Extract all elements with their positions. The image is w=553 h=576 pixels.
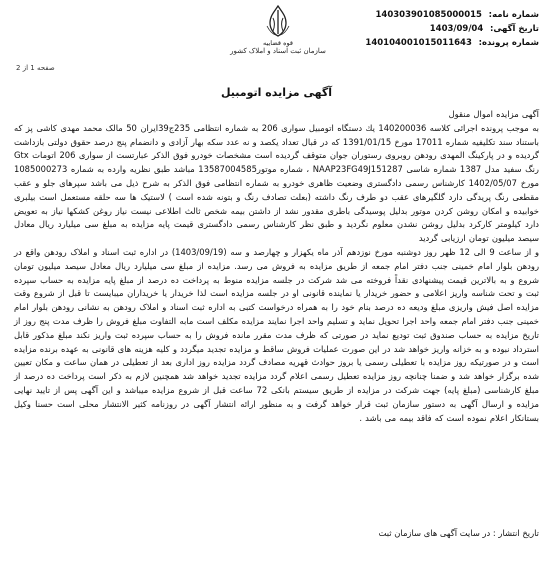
case-number-label: شماره پرونده: xyxy=(478,38,539,48)
letter-number-row xyxy=(365,8,539,22)
letter-number-label: شماره نامه: xyxy=(488,10,539,20)
notice-paragraph: به موجب پرونده اجرائی کلاسه 140200036 یك دستگاه اتومبیل سواری 206 به شماره انتظامی 235ج39ایران 50 مالک محمد مهدی کاشی پز که باستناد سند تکلیفیه شماره 17011 مورخ 1391/01/15 که در قبال تعداد یکصد و نه عدد سکه بهار آزادی و دانضمام پنج درصد حقوق دولتی بازداشت گردیده و در پارکینگ المهدی رودهن روبروی رستوران جوان متوقف گردیده است مشخصات خودرو فوق الذکر عبارتست از سواری 206 اتومات Gtx رنگ سفید مدل 1387 شماره شاسی NAAP23FG49J151287 ، شماره موتور13587004585 مباشد طبق نظریه وارده به شماره 1085000273 مورخ 1402/05/07 کارشناس رسمی دادگستری وضعیت ظاهری خودرو به شماره انتظامی فوق الذکر به شرح ذیل می باشد سپرهای جلو و عقب مقطعی رنگ پریدگی دارد گلگیرهای عقب دو طرف رنگ داشته (بعلت تصادف رنگ و بتونه شده است ) لاستیک ها سه حلقه مستعمل است بیلبری خوابیده و امکان روشن کردن موتور بدلیل پوسیدگی باطری مقدور نشد از داشتن بیمه شخص ثالث اطلاعی نیست نیاز روغن کشکها نیاز به تعویض دارد کیلومتر کارکرد بدلیل روشن نشدن معلوم نگردید و طبق نظر کارشناس رسمی دادگستری قیمت پایه مزایده به مبلغ سی میلیارد ریال معادل سیصد میلیون تومان ارزیابی گردید xyxy=(14,122,540,244)
date-row xyxy=(365,22,539,36)
notice-paragraph: و از ساعت 9 الی 12 ظهر روز دوشنبه مورخ نوزدهم آذر ماه یکهزار و چهارصد و سه (1403/09/19) در اداره ثبت اسناد و املاک رودهن واقع در رودهن بلوار امام خمینی جنب دفتر امام جمعه از طریق مزایده به فروش می رسد. مزایده از مبلغ سی میلیارد ریال معادل سیصد میلیون تومان شروع و به بالاترین قیمت پیشنهادی نقداً فروخته می شد شرکت در جلسه مزایده منوط به پرداخت ده درصد از مبلغ پایه مزایده به حساب سپرده ثبت و تحت شناسه واریز اعلامی و حضور خریدار یا نماینده قانونی او در جلسه مزایده است لذا خریدار یا خریداران میبایست تا قبل از شروع وقت مزایده اصل فیش واریزی مبلغ ودیعه ده درصد بنام خود را به همراه درخواست کتبی به اداره ثبت اسناد و املاک رودهن به نشانی رودهن بلوار امام خمینی جنب دفتر امام جمعه واحد اجرا تحویل نماید و تسلیم واحد اجرا نمایند مزایده مکلف است مابه التفاوت مبلغ فروش را ظرف مدت پنج روز از تاریخ مزایده به حساب صندوق ثبت تودیع نماید در صورتی که ظرف مدت مقرر مانده فروش را به حساب سپرده ثبت واریز نکند مبلغ مذکور قابل استرداد نبوده و به خزانه واریز خواهد شد در این صورت عملیات فروش ساقط و مزایده تجدید میگردد و کلیه هزینه های قانونی به عهده برنده مزایده است و در صورتیکه روز مزایده با تعطیلی رسمی یا بروز حوادث قهریه مصادف گردد مزایده روز اداری بعد از تعطیلی در همان ساعت و مکان تعیین شده برگزار خواهد شد و ضمنا چنانچه روز مزایده تعطیل رسمی اعلام گردد مزایده تجدید خواهد شد همچنین لازم به ذکر است پرداخت ده درصد از مبلغ کارشناسی (مبلغ پایه) جهت شرکت در مزایده از طریق سیستم بانکی 72 ساعت قبل از شروع مزایده میباشد و این آگهی پس از تایید نهایی مزایده و ارسال آگهی به دستور سازمان ثبت قرار خواهد گرفت و به منظور ارائه انتشار آگهی در روزنامه کثیر الانتشار محلی است حسنا وکیل بستانکار اعلام نموده است که فاقد بیمه می باشد . xyxy=(14,246,540,423)
case-number: 140104001015011643 xyxy=(365,38,472,48)
case-number-row xyxy=(365,36,539,50)
emblem-caption: قوه قضاییه xyxy=(263,39,293,47)
letter-number: 140303901085000015 xyxy=(375,10,482,20)
notice-subtitle: آگهی مزایده اموال منقول xyxy=(448,109,539,119)
notice-body xyxy=(14,108,539,425)
header-meta xyxy=(365,8,539,50)
publication-footer: تاریخ انتشار : در سایت آگهی های سازمان ثبت xyxy=(378,528,539,538)
date: 1403/09/04 xyxy=(429,24,484,34)
emblem-org: سازمان ثبت اسناد و املاک کشور xyxy=(230,47,326,55)
page-indicator: صفحه 1 از 2 xyxy=(16,64,55,72)
judiciary-emblem xyxy=(230,4,326,66)
notice-title: آگهی مزایده اتومبیل xyxy=(220,86,333,99)
date-label: تاریخ آگهی: xyxy=(489,24,539,34)
emblem-icon xyxy=(264,4,292,38)
